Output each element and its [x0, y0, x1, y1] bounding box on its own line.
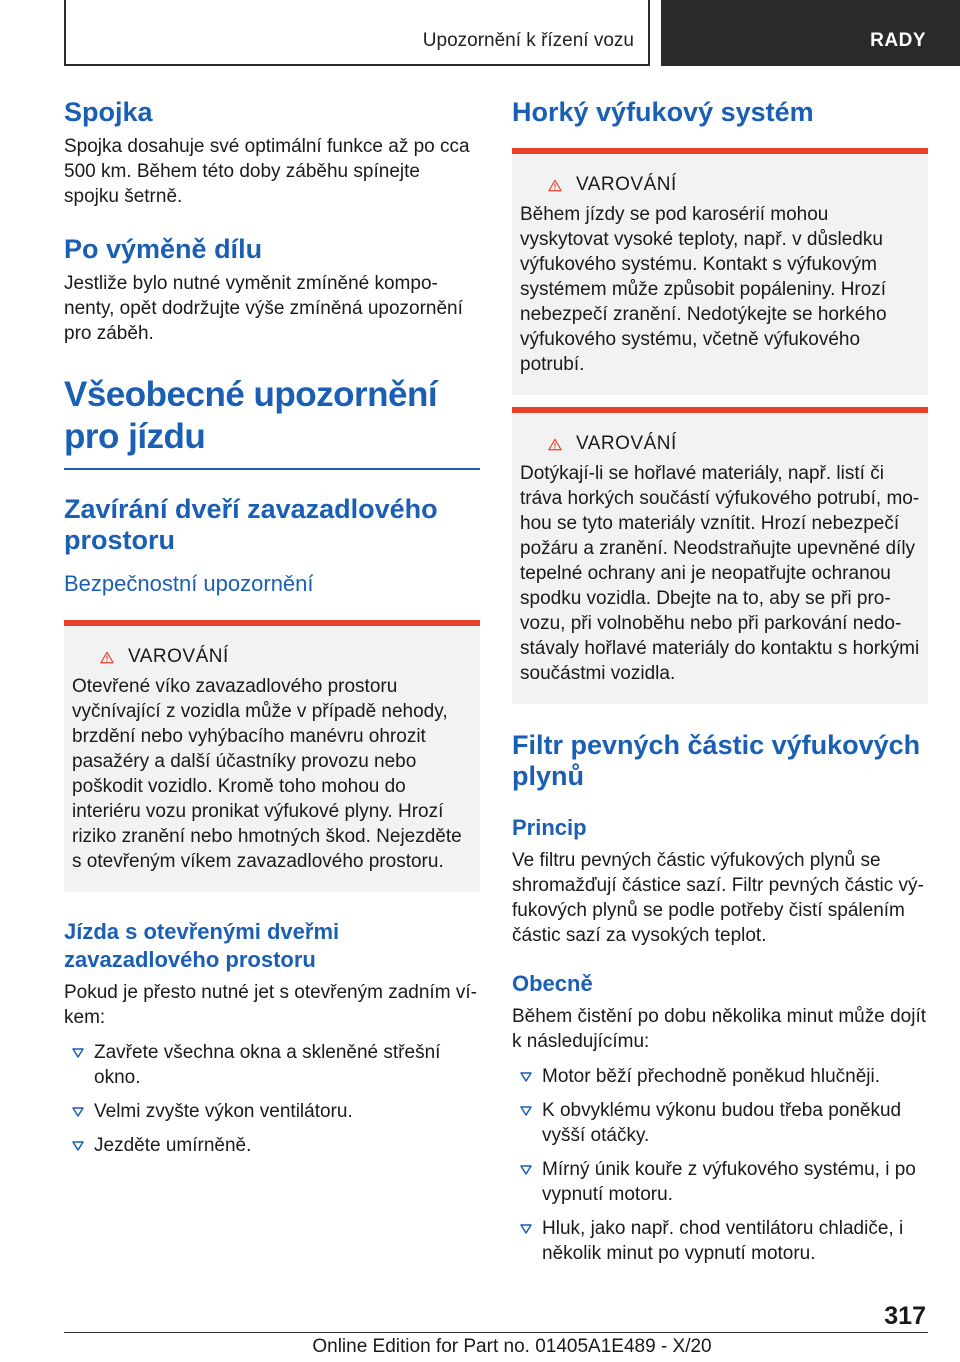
list-item-text: Motor běží přechodně poněkud hlučněji.	[542, 1066, 881, 1087]
princip-heading: Princip	[512, 815, 587, 840]
list-item-text: Velmi zvyšte výkon ventilátoru.	[94, 1101, 353, 1122]
bezpecnost-heading: Bezpečnostní upozornění	[64, 571, 314, 596]
header-tab-label: RADY	[870, 30, 926, 51]
header-title: Upozornění k řízení vozu	[422, 30, 634, 51]
bullet-triangle-icon	[64, 1133, 94, 1158]
jizda-list	[64, 1040, 480, 1158]
list-item-text: Jezděte umírněně.	[94, 1135, 252, 1156]
warning-triangle-icon	[520, 434, 562, 455]
filtr-heading: Filtr pevných částic výfukových plynů	[512, 730, 921, 791]
spojka-text: Spojka dosahuje své optimální funkce až po cca 500 km. Během této doby záběhu spínejte spojku šetrně.	[64, 136, 470, 207]
header-frame	[64, 0, 650, 66]
list-item-text: Mírný únik kouře z výfukového systému, i po vypnutí motoru.	[542, 1159, 916, 1205]
list-item	[64, 1040, 480, 1090]
list-item-text: Zavřete všechna okna a skleněné střešní okno.	[94, 1042, 441, 1088]
list-item-text: K obvyklému výkonu budou třeba poněkud vyšší otáčky.	[542, 1100, 902, 1146]
obecne-list	[512, 1064, 928, 1266]
vymena-text: Jestliže bylo nutné vyměnit zmíněné komponenty, opět dodržujte výše zmíněná upozornění pro záběh.	[64, 273, 463, 344]
warning-box	[64, 620, 480, 892]
left-column	[64, 96, 480, 1167]
warning-header	[72, 644, 472, 670]
warning-triangle-icon	[72, 647, 114, 668]
list-item	[512, 1216, 928, 1266]
chapter-rule	[64, 468, 480, 470]
list-item	[512, 1098, 928, 1148]
princip-text: Ve filtru pevných částic výfukových plynů se shromažďují částice sazí. Filtr pevných částic výfukových plynů se podle potřeby čistí spálením částic sazí za vysokých teplot.	[512, 850, 924, 946]
warning-header	[520, 172, 920, 198]
warning-text: Otevřené víko zavazadlového prostoru vyčnívající z vozidla může v případě nehody, brzdění nebo vyhýbacího manévru ohrozit pasažéry a další účastníky provozu nebo poškodit vozidlo. Kromě toho mohou do interiéru vozu pronikat výfukové plyny. Hrozí riziko zranění nebo hmotných škod. Nejezděte s otevřeným víkem zavazadlového prostoru.	[72, 676, 462, 872]
warning-triangle-icon	[520, 175, 562, 196]
warning-label: VAROVÁNÍ	[576, 433, 677, 454]
warning-text: Dotýkají-li se hořlavé materiály, např. listí či tráva horkých součástí výfukového potrubí, mohou se tyto materiály vznítit. Hrozí nebezpečí požáru a zranění. Neodstraňujte upevněné díly tepelné ochrany ani je neopatřujte ochranou spodku vozidla. Dbejte na to, aby se při provozu, při volnoběhu nebo při parkování nedostávaly hořlavé materiály do kontaktu s horkými součástmi vozidla.	[520, 463, 920, 684]
footer-rule	[64, 1332, 928, 1333]
zavirani-heading: Zavírání dveří zavazadlového prostoru	[64, 494, 438, 555]
bullet-triangle-icon	[512, 1098, 542, 1148]
footer-edition: Online Edition for Part no. 01405A1E489 - X/20	[312, 1336, 712, 1357]
chapter-heading: Všeobecné upozornění pro jízdu	[64, 375, 438, 456]
list-item	[64, 1099, 480, 1124]
warning-box	[512, 148, 928, 395]
header-tab	[661, 0, 960, 66]
warning-box	[512, 407, 928, 704]
hot-exhaust-heading: Horký výfukový systém	[512, 97, 814, 127]
page-number: 317	[884, 1302, 926, 1330]
spojka-heading: Spojka	[64, 97, 153, 127]
obecne-heading: Obecně	[512, 971, 593, 996]
right-column	[512, 96, 928, 1275]
bullet-triangle-icon	[512, 1216, 542, 1266]
jizda-heading: Jízda s otevřenými dveřmi zavazadlového prostoru	[64, 919, 340, 972]
bullet-triangle-icon	[64, 1040, 94, 1090]
bullet-triangle-icon	[512, 1157, 542, 1207]
warning-text: Během jízdy se pod karosérií mohou vyskytovat vysoké teploty, např. v důsledku výfukového systému. Kontakt s výfukovým systémem může způsobit popáleniny. Hrozí nebezpečí zranění. Nedotýkejte se horkého výfukového systému, včetně výfukového potrubí.	[520, 204, 887, 375]
vymena-heading: Po výměně dílu	[64, 234, 263, 264]
warning-header	[520, 431, 920, 457]
list-item	[64, 1133, 480, 1158]
list-item	[512, 1064, 928, 1089]
list-item-text: Hluk, jako např. chod ventilátoru chladiče, i několik minut po vypnutí motoru.	[542, 1218, 904, 1264]
jizda-text: Pokud je přesto nutné jet s otevřeným zadním víkem:	[64, 982, 477, 1028]
obecne-text: Během čistění po dobu několika minut může dojít k následujícímu:	[512, 1006, 927, 1052]
bullet-triangle-icon	[64, 1099, 94, 1124]
warning-label: VAROVÁNÍ	[128, 646, 229, 667]
bullet-triangle-icon	[512, 1064, 542, 1089]
list-item	[512, 1157, 928, 1207]
warning-label: VAROVÁNÍ	[576, 174, 677, 195]
